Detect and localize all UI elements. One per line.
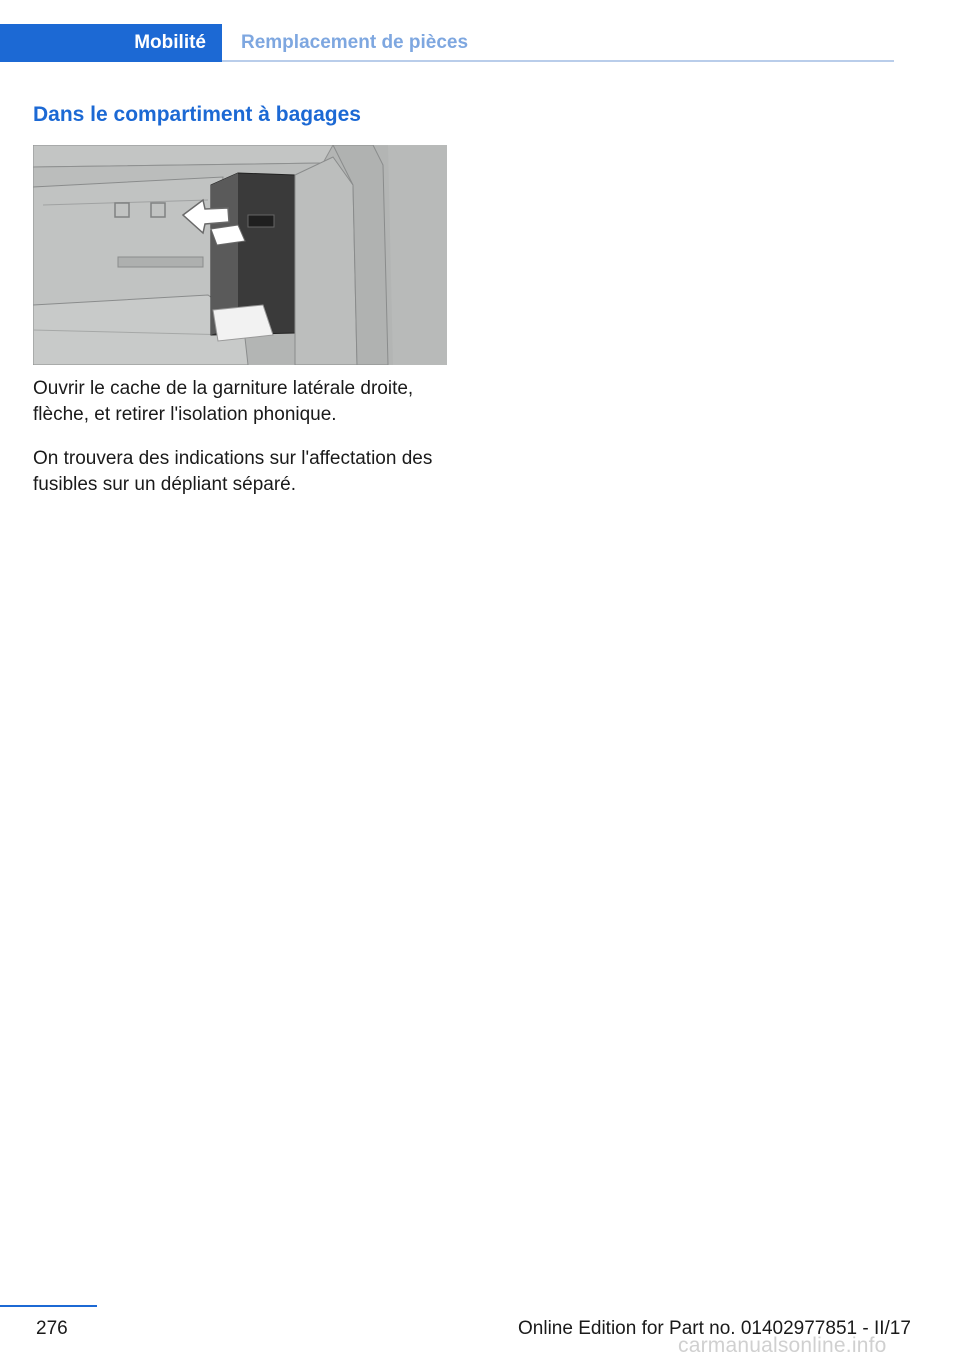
edition-info: Online Edition for Part no. 01402977851 - II/17 — [518, 1318, 911, 1339]
page-number: 276 — [36, 1318, 68, 1339]
section-title: Dans le compartiment à bagages — [33, 103, 361, 126]
section-tab-label: Remplacement de pièces — [241, 32, 469, 53]
chapter-tab-label: Mobilité — [134, 32, 206, 53]
header-divider — [222, 60, 894, 62]
luggage-compartment-illustration — [33, 145, 447, 365]
page-header — [0, 24, 894, 62]
section-tab — [241, 24, 468, 62]
watermark: carmanualsonline.info — [678, 1334, 887, 1357]
info-paragraph: On trouvera des indications sur l'affectation des fusibles sur un dépliant séparé. — [33, 448, 433, 495]
footer-divider — [0, 1305, 97, 1307]
instruction-paragraph: Ouvrir le cache de la garniture latérale droite, flèche, et retirer l'isolation phonique. — [33, 378, 414, 425]
chapter-tab — [0, 24, 222, 62]
